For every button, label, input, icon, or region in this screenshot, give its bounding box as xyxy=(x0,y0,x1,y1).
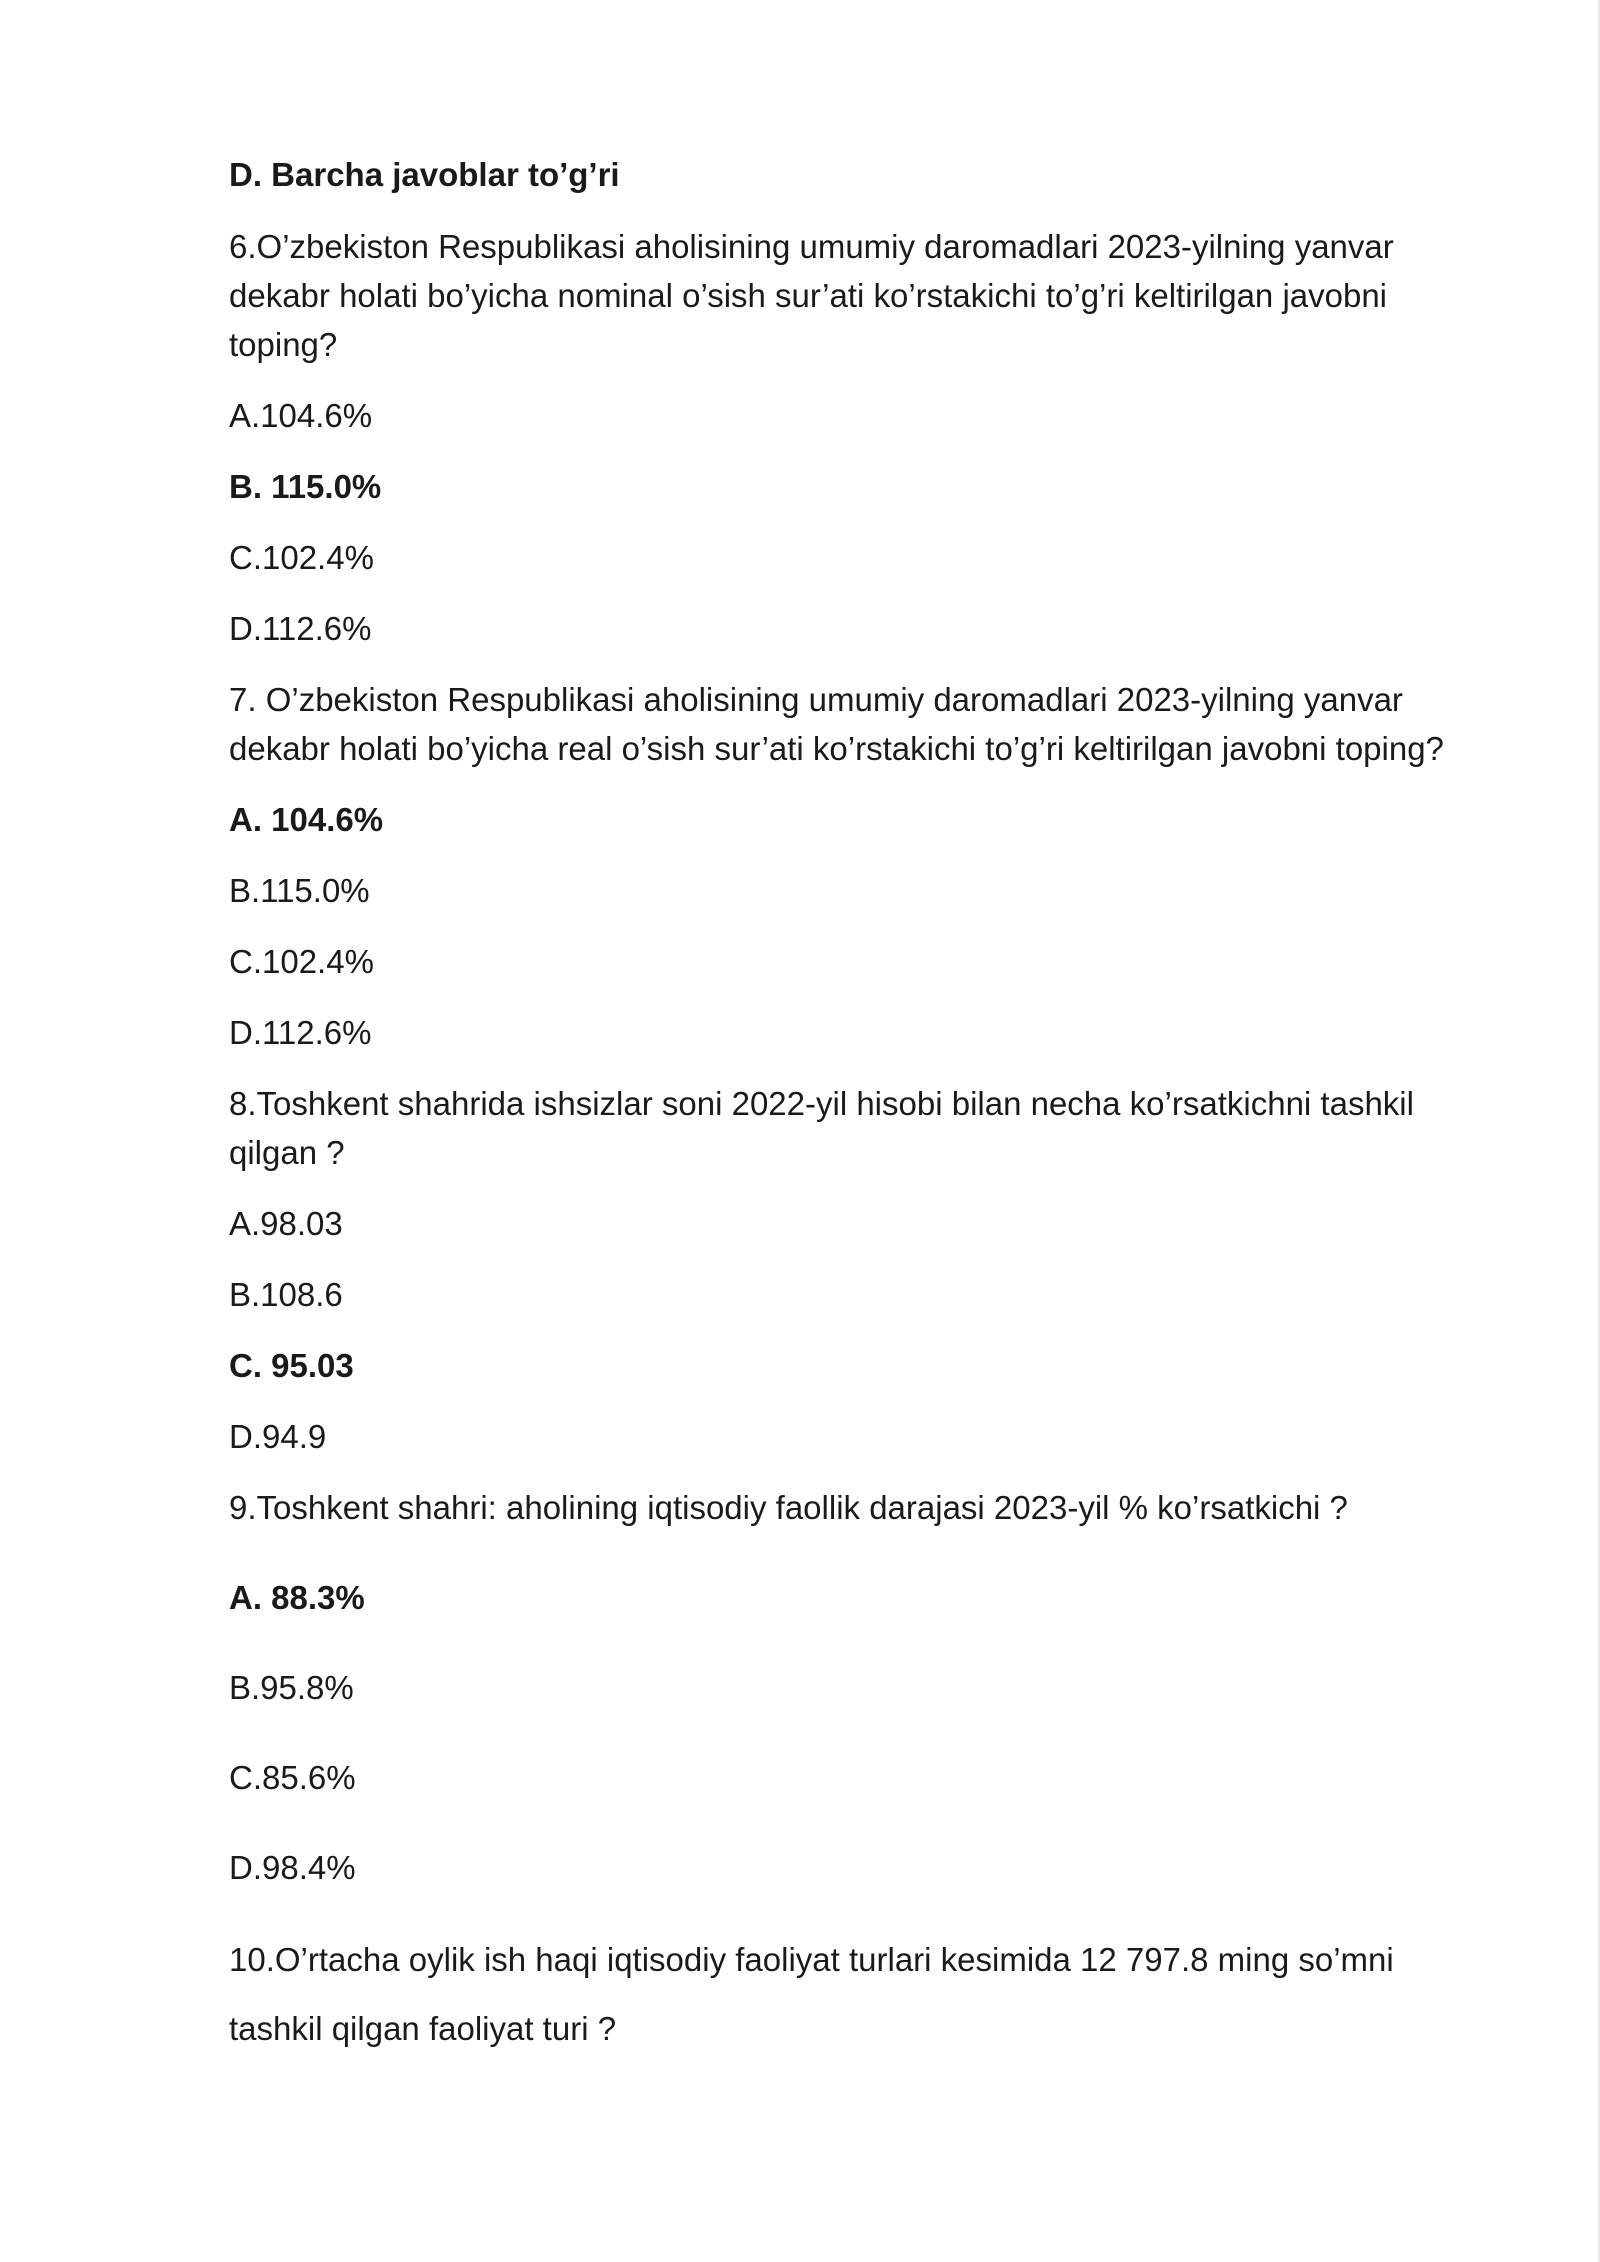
q6-option-a: A.104.6% xyxy=(229,397,373,434)
q7-option-d: D.112.6% xyxy=(229,1014,372,1051)
q6-option-b-correct: B. 115.0% xyxy=(229,468,382,505)
q9-option-b: B.95.8% xyxy=(229,1669,354,1706)
q9-option-d: D.98.4% xyxy=(229,1849,356,1886)
q7-option-b: B.115.0% xyxy=(229,872,370,909)
question-10-line-2: tashkil qilgan faoliyat turi ? xyxy=(229,2010,617,2047)
question-9: 9.Toshkent shahri: aholining iqtisodiy faollik darajasi 2023-yil % ko’rsatkichi ? xyxy=(229,1489,1348,1526)
q7-option-a-correct: A. 104.6% xyxy=(229,801,384,838)
question-6: 6.O’zbekiston Respublikasi aholisining umumiy daromadlari 2023-yilning yanvar dekabr holati bo’yicha nominal o’sish sur’ati ko’rstakichi to’g’ri keltirilgan javobni toping? xyxy=(229,228,1394,363)
q6-option-d: D.112.6% xyxy=(229,610,372,647)
question-7: 7. O’zbekiston Respublikasi aholisining umumiy daromadlari 2023-yilning yanvar dekabr holati bo’yicha real o’sish sur’ati ko’rstakichi to’g’ri keltirilgan javobni toping? xyxy=(229,681,1444,767)
q8-option-b: B.108.6 xyxy=(229,1276,343,1313)
document-body xyxy=(229,150,1479,2053)
q8-option-c-correct: C. 95.03 xyxy=(229,1347,354,1384)
q8-option-a: A.98.03 xyxy=(229,1205,343,1242)
question-10-line-1: 10.O’rtacha oylik ish haqi iqtisodiy faoliyat turlari kesimida 12 797.8 ming so’mni xyxy=(229,1941,1394,1978)
page-edge-shadow xyxy=(1596,0,1600,2262)
q6-option-c: C.102.4% xyxy=(229,539,374,576)
q7-option-c: C.102.4% xyxy=(229,943,374,980)
q8-option-d: D.94.9 xyxy=(229,1418,327,1455)
previous-answer-correct: D. Barcha javoblar to’g’ri xyxy=(229,156,620,193)
question-8: 8.Toshkent shahrida ishsizlar soni 2022-yil hisobi bilan necha ko’rsatkichni tashkil qilgan ? xyxy=(229,1085,1414,1171)
q9-option-c: C.85.6% xyxy=(229,1759,356,1796)
q9-option-a-correct: A. 88.3% xyxy=(229,1579,365,1616)
